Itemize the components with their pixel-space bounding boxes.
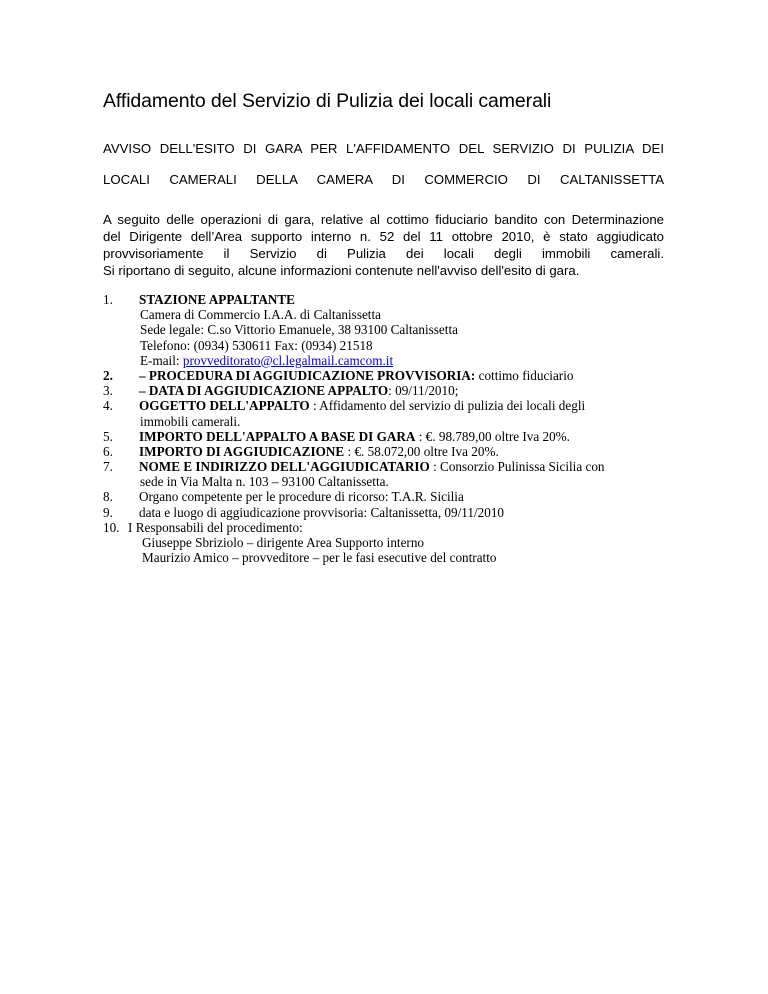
list-item-3 <box>103 383 703 398</box>
list-item-1 <box>103 292 703 307</box>
esito-list <box>103 292 703 565</box>
list-item-line <box>103 338 703 353</box>
list-item-heading: – DATA DI AGGIUDICAZIONE APPALTO <box>139 383 389 399</box>
list-item-number: 2. <box>103 367 113 383</box>
list-item-number: 5. <box>103 428 113 444</box>
list-item-number: 4. <box>103 398 113 414</box>
list-item-heading: STAZIONE APPALTANTE <box>139 292 295 307</box>
list-item-value: : €. 98.789,00 oltre Iva 20%. <box>415 428 570 444</box>
list-item-4 <box>103 398 703 413</box>
list-item-text: Sede legale: C.so Vittorio Emanuele, 38 93100 Caltanissetta <box>140 322 458 338</box>
list-item-number: 6. <box>103 443 113 459</box>
list-item-text: Telefono: (0934) 530611 Fax: (0934) 21518 <box>140 337 373 353</box>
list-item-line <box>103 550 703 565</box>
responsabile-name: Giuseppe Sbriziolo – dirigente Area Supporto interno <box>142 535 425 550</box>
avviso-heading-line-1: AVVISO DELL'ESITO DI GARA PER L'AFFIDAMENTO DEL SERVIZIO DI PULIZIA DEI <box>103 141 664 156</box>
list-item-text: sede in Via Malta n. 103 – 93100 Caltanissetta. <box>140 474 389 490</box>
list-item-number: 10. <box>103 519 120 535</box>
list-item-text: Organo competente per le procedure di ricorso: T.A.R. Sicilia <box>139 489 464 505</box>
list-item-heading: IMPORTO DI AGGIUDICAZIONE <box>139 443 345 459</box>
intro-line: provvisoriamente il Servizio di Pulizia dei locali degli immobili camerali. <box>103 246 664 261</box>
email-line <box>140 353 393 368</box>
list-item-heading: IMPORTO DELL'APPALTO A BASE DI GARA <box>139 428 416 444</box>
list-item-line <box>103 322 703 337</box>
list-item-text: Camera di Commercio I.A.A. di Caltanissetta <box>140 307 381 323</box>
list-item-text: immobili camerali. <box>140 413 241 429</box>
list-item-value: : 09/11/2010; <box>388 383 459 399</box>
responsabile-name: Maurizio Amico – provveditore – per le fasi esecutive del contratto <box>142 550 497 566</box>
list-item-5 <box>103 429 703 444</box>
list-item-content <box>139 429 570 444</box>
list-item-number: 3. <box>103 383 113 399</box>
list-item-value: cottimo fiduciario <box>475 367 574 383</box>
intro-paragraph <box>103 211 664 279</box>
list-item-value: : Consorzio Pulinissa Sicilia con <box>429 459 605 475</box>
list-item-number: 9. <box>103 504 113 520</box>
email-link[interactable]: provveditorato@cl.legalmail.camcom.it <box>182 352 394 368</box>
list-item-value: : Affidamento del servizio di pulizia dei locali degli <box>309 398 586 414</box>
list-item-8 <box>103 489 703 504</box>
list-item-text: I Responsabili del procedimento: <box>128 519 303 535</box>
avviso-heading-line-2: LOCALI CAMERALI DELLA CAMERA DI COMMERCIO DI CALTANISSETTA <box>103 172 664 187</box>
list-item-6 <box>103 444 703 459</box>
list-item-line <box>103 474 703 489</box>
list-item-content <box>139 459 605 474</box>
list-item-line <box>103 307 703 322</box>
list-item-content <box>139 368 573 383</box>
list-item-10 <box>103 520 703 535</box>
list-item-line <box>103 535 703 550</box>
list-item-heading: – PROCEDURA DI AGGIUDICAZIONE PROVVISORIA: <box>139 367 476 383</box>
list-item-heading: OGGETTO DELL'APPALTO <box>139 398 310 414</box>
list-item-number: 1. <box>103 292 113 307</box>
list-item-9 <box>103 505 703 520</box>
list-item-line <box>103 353 703 368</box>
list-item-content <box>139 383 458 398</box>
list-item-content <box>139 444 499 459</box>
list-item-text: data e luogo di aggiudicazione provvisoria: Caltanissetta, 09/11/2010 <box>139 504 505 520</box>
intro-line: del Dirigente dell’Area supporto interno n. 52 del 11 ottobre 2010, è stato aggiudicato <box>103 229 664 244</box>
document-title: Affidamento del Servizio di Pulizia dei locali camerali <box>103 90 552 112</box>
intro-line: A seguito delle operazioni di gara, relative al cottimo fiduciario bandito con Determinazione <box>103 212 664 227</box>
list-item-2 <box>103 368 703 383</box>
list-item-7 <box>103 459 703 474</box>
intro-line: Si riportano di seguito, alcune informazioni contenute nell'avviso dell'esito di gara. <box>103 263 580 278</box>
list-item-content <box>139 398 585 413</box>
list-item-heading: NOME E INDIRIZZO DELL'AGGIUDICATARIO <box>139 459 430 475</box>
list-item-value: : €. 58.072,00 oltre Iva 20%. <box>344 443 499 459</box>
email-label: E-mail: <box>140 352 183 368</box>
list-item-number: 8. <box>103 489 113 505</box>
list-item-line <box>103 414 703 429</box>
list-item-number: 7. <box>103 459 113 475</box>
